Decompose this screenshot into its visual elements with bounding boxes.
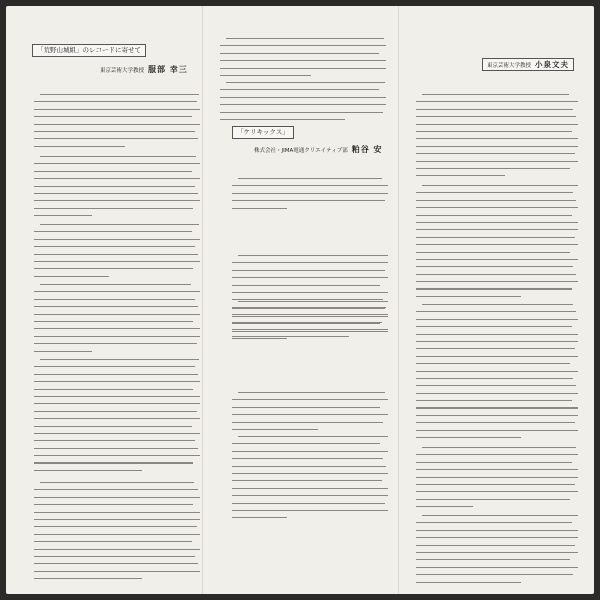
text-line: [232, 488, 388, 489]
text-line: [416, 288, 572, 289]
text-line: [34, 261, 200, 262]
author-affiliation: 東京芸術大学教授: [487, 63, 532, 69]
text-line: [416, 326, 572, 327]
text-line: [416, 138, 578, 139]
text-line: [416, 491, 578, 492]
text-line: [34, 186, 195, 187]
text-line: [34, 403, 200, 404]
text-line: [34, 433, 200, 434]
text-line: [34, 455, 200, 456]
text-line: [422, 447, 576, 448]
text-line: [416, 101, 578, 102]
text-line: [220, 104, 386, 105]
text-line: [34, 489, 198, 490]
body-text-block: [34, 156, 200, 223]
text-line: [232, 443, 380, 444]
text-line: [34, 336, 200, 337]
text-line: [416, 281, 578, 282]
body-text-block: [416, 185, 578, 303]
author-name: 粕谷 安: [351, 145, 383, 154]
text-line: [238, 392, 385, 393]
text-line: [220, 45, 386, 46]
text-line: [232, 503, 385, 504]
text-line: [232, 193, 388, 194]
text-line: [232, 510, 388, 511]
text-line: [416, 371, 578, 372]
text-line: [416, 161, 578, 162]
text-line: [34, 178, 200, 179]
text-line: [220, 68, 386, 69]
text-line: [232, 277, 388, 278]
text-line: [416, 207, 578, 208]
text-line: [416, 175, 505, 176]
text-line: [34, 163, 200, 164]
text-line: [416, 311, 576, 312]
text-line: [220, 53, 379, 54]
text-line: [34, 215, 92, 216]
text-line: [34, 381, 200, 382]
article-kasuya: [202, 6, 398, 594]
text-line: [416, 192, 573, 193]
text-line: [416, 356, 578, 357]
text-line: [220, 75, 311, 76]
text-line: [416, 259, 578, 260]
text-line: [416, 146, 578, 147]
text-line: [422, 94, 569, 95]
text-line: [416, 437, 521, 438]
text-line: [232, 308, 385, 309]
text-line: [232, 407, 380, 408]
text-line: [34, 291, 200, 292]
text-line: [416, 422, 575, 423]
text-line: [232, 323, 380, 324]
body-text-block: [232, 436, 388, 525]
text-line: [34, 231, 192, 232]
text-line: [416, 574, 573, 575]
text-line: [232, 458, 383, 459]
text-line: [416, 582, 521, 583]
text-line: [232, 292, 388, 293]
text-line: [34, 200, 200, 201]
text-line: [34, 366, 195, 367]
text-line: [34, 470, 142, 471]
text-line: [34, 124, 200, 125]
text-line: [416, 477, 578, 478]
text-line: [232, 338, 287, 339]
text-line: [416, 131, 572, 132]
text-line: [416, 469, 578, 470]
text-line: [416, 109, 573, 110]
text-line: [416, 296, 521, 297]
text-line: [416, 454, 578, 455]
text-line: [220, 60, 386, 61]
text-line: [416, 545, 575, 546]
text-line: [34, 246, 195, 247]
text-line: [34, 146, 125, 147]
author-byline: [482, 58, 574, 71]
text-line: [416, 552, 578, 553]
text-line: [226, 82, 385, 83]
body-text-block: [34, 94, 200, 153]
text-line: [34, 526, 197, 527]
text-line: [416, 341, 578, 342]
text-line: [34, 389, 193, 390]
text-line: [416, 319, 578, 320]
text-line: [232, 331, 388, 332]
article-hattori: [6, 6, 202, 594]
text-line: [238, 178, 382, 179]
text-line: [220, 89, 379, 90]
author-affiliation: 東京芸術大学教授: [100, 68, 145, 74]
text-line: [34, 299, 195, 300]
text-line: [238, 301, 388, 302]
body-text-block: [34, 224, 200, 283]
text-line: [232, 422, 383, 423]
text-line: [34, 171, 192, 172]
text-line: [416, 537, 578, 538]
text-line: [34, 306, 198, 307]
text-line: [34, 418, 200, 419]
text-line: [34, 138, 198, 139]
text-line: [34, 549, 200, 550]
body-text-block: [416, 304, 578, 444]
body-text-block: [416, 515, 578, 589]
text-line: [238, 436, 388, 437]
text-line: [34, 578, 142, 579]
text-line: [220, 119, 345, 120]
text-line: [232, 466, 386, 467]
text-line: [232, 480, 382, 481]
text-line: [422, 185, 578, 186]
author-affiliation: 株式会社・JIMA電通クリエイティブ部: [254, 148, 348, 154]
text-line: [416, 400, 572, 401]
text-line: [34, 440, 195, 441]
text-line: [34, 101, 197, 102]
text-line: [232, 262, 388, 263]
author-name: 服部 幸三: [148, 65, 188, 74]
text-line: [34, 374, 198, 375]
liner-notes-sheet: [6, 6, 594, 594]
text-line: [416, 237, 575, 238]
text-line: [416, 393, 578, 394]
text-line: [226, 38, 384, 39]
text-line: [232, 200, 385, 201]
text-line: [416, 222, 578, 223]
text-line: [34, 504, 193, 505]
text-line: [34, 343, 197, 344]
text-line: [34, 534, 200, 535]
text-line: [34, 328, 200, 329]
body-text-block: [34, 284, 200, 358]
body-text-block: [220, 38, 386, 82]
text-line: [34, 571, 200, 572]
text-line: [416, 522, 572, 523]
text-line: [34, 411, 197, 412]
text-line: [422, 304, 573, 305]
text-line: [232, 414, 388, 415]
text-line: [34, 314, 200, 315]
text-line: [232, 316, 388, 317]
text-line: [232, 473, 388, 474]
article-koizumi: [398, 6, 594, 594]
text-line: [34, 321, 193, 322]
article-title: 「ケリキックス」: [232, 126, 294, 139]
text-line: [416, 274, 576, 275]
text-line: [34, 541, 192, 542]
text-line: [416, 506, 473, 507]
text-line: [416, 244, 578, 245]
text-line: [34, 276, 109, 277]
body-text-block: [232, 178, 388, 215]
text-line: [416, 266, 573, 267]
author-name: 小泉文夫: [535, 60, 570, 69]
text-line: [416, 215, 572, 216]
text-line: [34, 563, 198, 564]
text-line: [40, 224, 199, 225]
text-line: [416, 116, 576, 117]
text-line: [34, 131, 195, 132]
text-line: [40, 284, 191, 285]
text-line: [232, 270, 385, 271]
body-text-block: [220, 82, 386, 126]
text-line: [416, 252, 570, 253]
text-line: [416, 334, 578, 335]
text-line: [416, 363, 570, 364]
text-line: [34, 351, 92, 352]
text-line: [34, 512, 200, 513]
text-line: [416, 559, 570, 560]
text-line: [40, 359, 199, 360]
text-line: [416, 567, 578, 568]
body-text-block: [416, 447, 578, 514]
body-text-block: [232, 301, 388, 345]
text-line: [416, 499, 570, 500]
body-text-block: [416, 94, 578, 183]
text-line: [34, 116, 192, 117]
text-line: [232, 185, 388, 186]
text-line: [416, 200, 576, 201]
body-text-block: [232, 392, 388, 436]
text-line: [416, 530, 578, 531]
text-line: [422, 515, 578, 516]
text-line: [34, 519, 200, 520]
text-line: [416, 415, 578, 416]
text-line: [416, 407, 578, 408]
text-line: [232, 429, 318, 430]
text-line: [40, 94, 199, 95]
text-line: [238, 255, 388, 256]
text-line: [34, 462, 193, 463]
text-line: [416, 124, 578, 125]
text-line: [34, 193, 198, 194]
author-byline: [100, 64, 188, 75]
text-line: [416, 430, 578, 431]
text-line: [416, 484, 575, 485]
text-line: [232, 399, 388, 400]
text-line: [416, 168, 570, 169]
text-line: [416, 462, 572, 463]
text-line: [416, 385, 576, 386]
text-line: [232, 285, 380, 286]
article-title: 「荒野山城組」のレコードに寄せて: [32, 44, 146, 57]
text-line: [34, 396, 200, 397]
text-line: [40, 156, 196, 157]
body-text-block: [34, 359, 200, 477]
text-line: [220, 112, 383, 113]
text-line: [34, 497, 200, 498]
text-line: [34, 109, 200, 110]
body-text-block: [34, 482, 200, 585]
text-line: [40, 482, 194, 483]
text-line: [34, 448, 198, 449]
text-line: [34, 239, 200, 240]
text-line: [34, 426, 192, 427]
text-line: [232, 208, 287, 209]
author-byline: [254, 144, 383, 155]
text-line: [232, 517, 287, 518]
text-line: [220, 97, 386, 98]
text-line: [232, 451, 388, 452]
text-line: [34, 208, 193, 209]
text-line: [232, 495, 388, 496]
text-line: [34, 254, 198, 255]
text-line: [416, 153, 575, 154]
text-line: [416, 348, 575, 349]
text-line: [34, 556, 195, 557]
text-line: [34, 268, 193, 269]
text-line: [416, 229, 578, 230]
text-line: [416, 378, 573, 379]
